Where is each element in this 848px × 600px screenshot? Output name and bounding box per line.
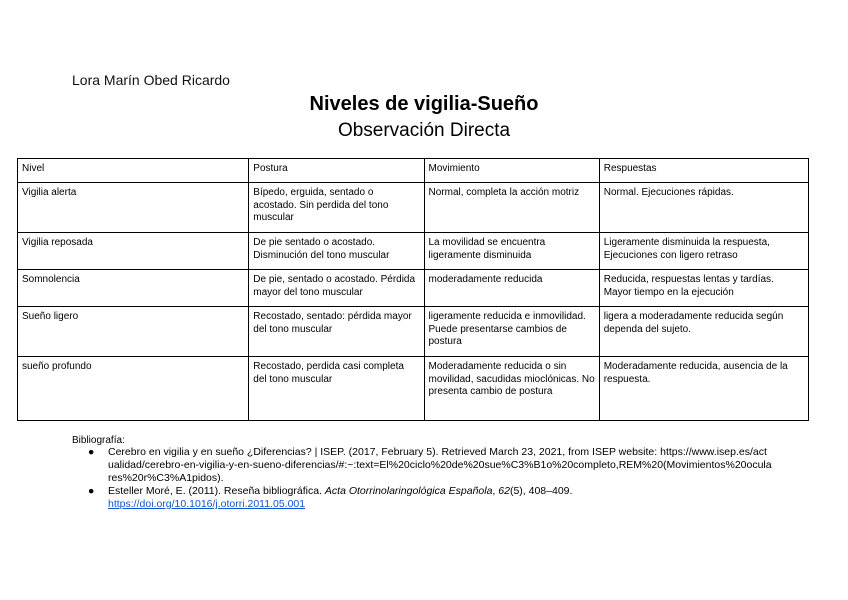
table-cell: Recostado, sentado: pérdida mayor del tono muscular	[249, 307, 424, 357]
list-item	[72, 485, 772, 511]
reference-issue: (5)	[509, 485, 523, 497]
table-cell: Bípedo, erguida, sentado o acostado. Sin perdida del tono muscular	[249, 183, 424, 233]
table-cell: Ligeramente disminuida la respuesta, Ejecuciones con ligero retraso	[599, 233, 808, 270]
bullet-icon: ●	[88, 485, 95, 497]
table-cell: Sueño ligero	[18, 307, 249, 357]
author-name: Lora Marín Obed Ricardo	[72, 72, 230, 88]
table-cell: Vigilia alerta	[18, 183, 249, 233]
reference-pages: , 408–409.	[522, 485, 573, 497]
reference-journal: Acta Otorrinolaringológica Española	[324, 485, 493, 497]
column-header-postura: Postura	[249, 159, 424, 183]
table-cell: Moderadamente reducida o sin movilidad, sacudidas mioclónicas. No presenta cambio de postura	[424, 357, 599, 421]
reference-url: https://www.isep.es/actualidad/cerebro-en-vigilia-y-en-sueno-diferencias/#:~:text=El%20ciclo%20de%20sue%C3%B1o%20completo,REM%20(Movimientos%20oculares%20r%C3%A1pidos).	[108, 446, 772, 484]
table-row	[18, 270, 809, 307]
table-cell: De pie, sentado o acostado. Pérdida mayor del tono muscular	[249, 270, 424, 307]
observation-table	[17, 158, 809, 421]
table-cell: La movilidad se encuentra ligeramente disminuida	[424, 233, 599, 270]
table-row	[18, 183, 809, 233]
reference-authors: Esteller Moré, E. (2011). Reseña bibliográfica.	[108, 485, 325, 497]
reference-volume: 62	[498, 485, 510, 497]
table-cell: Moderadamente reducida, ausencia de la respuesta.	[599, 357, 808, 421]
table-cell: ligera a moderadamente reducida según dependa del sujeto.	[599, 307, 808, 357]
column-header-movimiento: Movimiento	[424, 159, 599, 183]
table-cell: ligeramente reducida e inmovilidad. Puede presentarse cambios de postura	[424, 307, 599, 357]
document-subtitle: Observación Directa	[337, 120, 511, 141]
table-cell: sueño profundo	[18, 357, 249, 421]
bibliography-list	[72, 446, 772, 511]
column-header-respuestas: Respuestas	[599, 159, 808, 183]
table-header-row	[18, 159, 809, 183]
table-cell: moderadamente reducida	[424, 270, 599, 307]
table-cell: Reducida, respuestas lentas y tardías. Mayor tiempo en la ejecución	[599, 270, 808, 307]
table-row	[18, 307, 809, 357]
document-title: Niveles de vigilia-Sueño	[309, 93, 539, 115]
bullet-icon: ●	[88, 446, 95, 458]
column-header-nivel: Nivel	[18, 159, 249, 183]
table-cell: De pie sentado o acostado. Disminución del tono muscular	[249, 233, 424, 270]
table-cell: Vigilia reposada	[18, 233, 249, 270]
reference-text: Cerebro en vigilia y en sueño ¿Diferencias? | ISEP. (2017, February 5). Retrieved March 23, 2021, from ISEP website:	[108, 446, 658, 458]
table-cell: Recostado, perdida casi completa del tono muscular	[249, 357, 424, 421]
table-row	[18, 233, 809, 270]
reference-separator: ,	[492, 485, 499, 497]
list-item	[72, 446, 772, 485]
table-cell: Normal, completa la acción motriz	[424, 183, 599, 233]
table-row	[18, 357, 809, 421]
doi-link[interactable]: https://doi.org/10.1016/j.otorri.2011.05.001	[108, 498, 306, 510]
table-cell: Normal. Ejecuciones rápidas.	[599, 183, 808, 233]
table-cell: Somnolencia	[18, 270, 249, 307]
bibliography-label: Bibliografía:	[72, 435, 125, 446]
